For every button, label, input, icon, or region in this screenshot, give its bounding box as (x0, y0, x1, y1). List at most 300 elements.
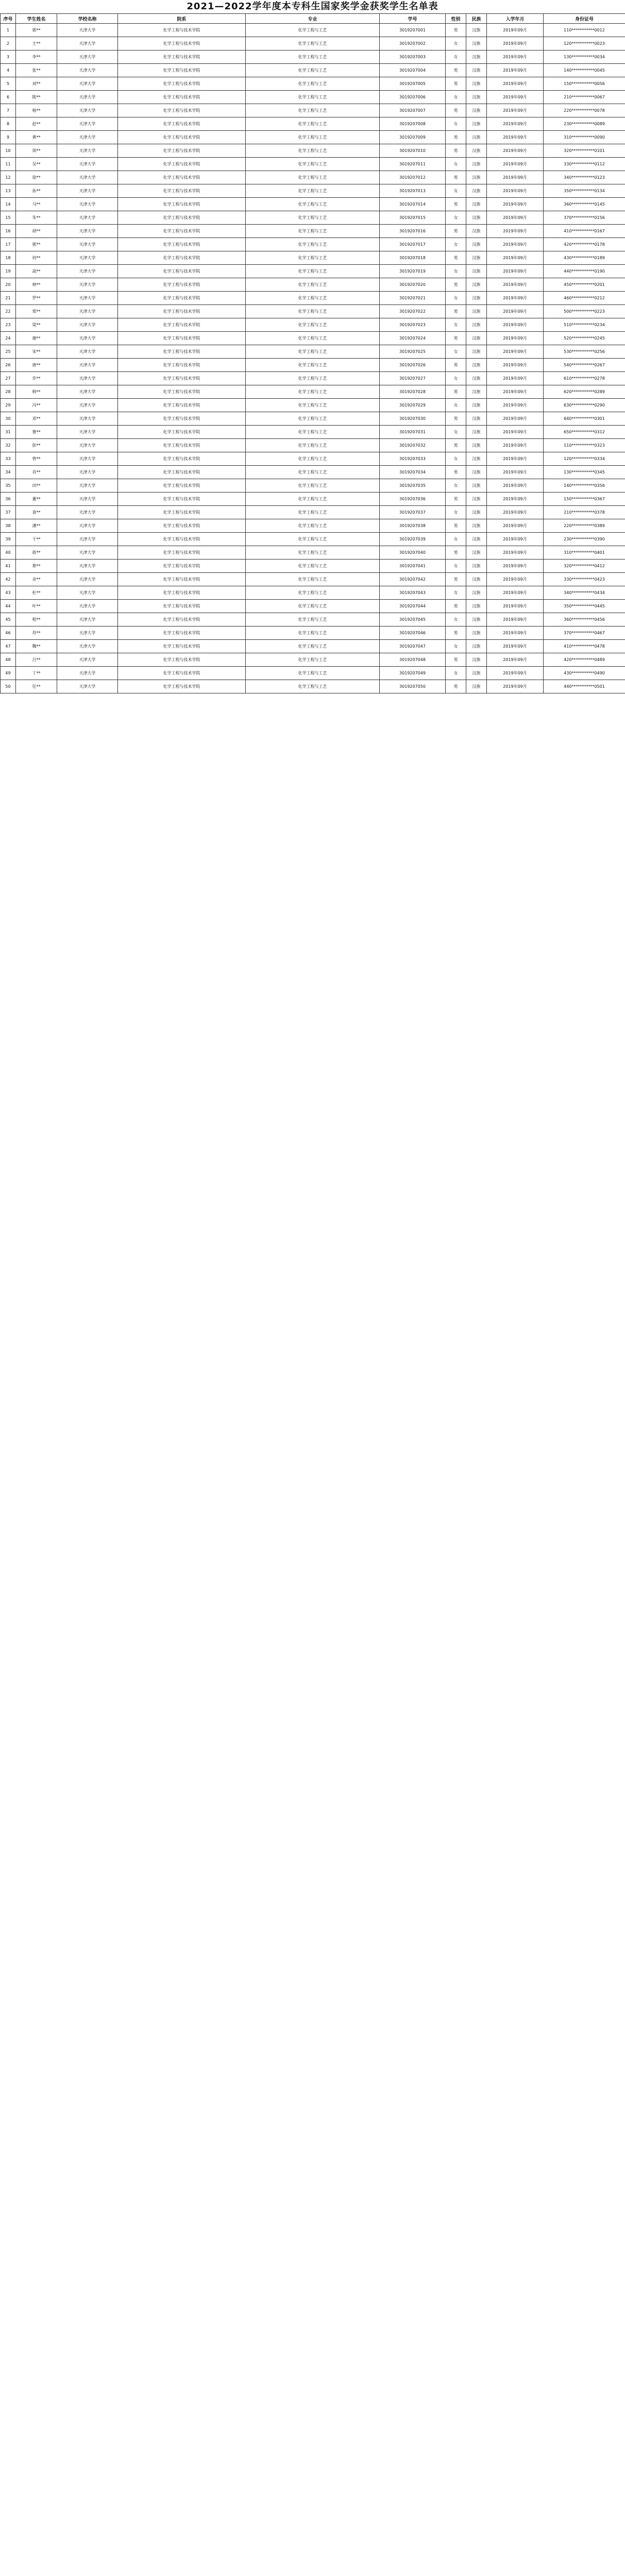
cell-no: 1 (1, 24, 16, 37)
cell-major: 化学工程与工艺 (246, 626, 380, 640)
cell-school: 天津大学 (57, 104, 118, 117)
cell-major: 化学工程与工艺 (246, 506, 380, 519)
cell-gender: 男 (446, 251, 466, 265)
cell-college: 化学工程与技术学院 (118, 144, 246, 158)
cell-no: 30 (1, 412, 16, 426)
table-row (1, 519, 625, 533)
cell-student-id: 3019207023 (380, 318, 446, 332)
cell-student-id: 3019207020 (380, 278, 446, 292)
cell-major: 化学工程与工艺 (246, 238, 380, 251)
cell-name: 周** (16, 144, 57, 158)
cell-college: 化学工程与技术学院 (118, 318, 246, 332)
cell-gender: 女 (446, 452, 466, 466)
cell-name: 袁** (16, 506, 57, 519)
scholarship-table (0, 13, 625, 693)
table-row (1, 24, 625, 37)
cell-student-id: 3019207019 (380, 265, 446, 278)
cell-major: 化学工程与工艺 (246, 385, 380, 399)
cell-name: 高** (16, 265, 57, 278)
cell-nation: 汉族 (466, 265, 487, 278)
cell-gender: 男 (446, 466, 466, 479)
cell-nation: 汉族 (466, 385, 487, 399)
cell-enroll: 2019年09月 (487, 586, 544, 600)
cell-student-id: 3019207005 (380, 77, 446, 91)
cell-name: 李** (16, 50, 57, 64)
cell-gender: 女 (446, 426, 466, 439)
cell-name: 潘** (16, 519, 57, 533)
cell-no: 23 (1, 318, 16, 332)
cell-gender: 男 (446, 546, 466, 560)
cell-gender: 男 (446, 600, 466, 613)
table-row (1, 278, 625, 292)
cell-school: 天津大学 (57, 91, 118, 104)
cell-enroll: 2019年09月 (487, 144, 544, 158)
cell-major: 化学工程与工艺 (246, 332, 380, 345)
cell-no: 13 (1, 184, 16, 198)
cell-student-id: 3019207042 (380, 573, 446, 586)
cell-college: 化学工程与技术学院 (118, 184, 246, 198)
cell-school: 天津大学 (57, 332, 118, 345)
cell-gender: 男 (446, 24, 466, 37)
cell-name: 杨** (16, 104, 57, 117)
cell-no: 34 (1, 466, 16, 479)
table-row (1, 345, 625, 359)
cell-no: 29 (1, 399, 16, 412)
cell-school: 天津大学 (57, 198, 118, 211)
cell-college: 化学工程与技术学院 (118, 171, 246, 184)
cell-major: 化学工程与工艺 (246, 345, 380, 359)
cell-enroll: 2019年09月 (487, 184, 544, 198)
cell-student-id: 3019207035 (380, 479, 446, 493)
cell-student-id: 3019207034 (380, 466, 446, 479)
cell-gender: 女 (446, 506, 466, 519)
cell-college: 化学工程与技术学院 (118, 640, 246, 653)
cell-no: 37 (1, 506, 16, 519)
cell-college: 化学工程与技术学院 (118, 519, 246, 533)
cell-school: 天津大学 (57, 479, 118, 493)
cell-student-id: 3019207009 (380, 131, 446, 144)
cell-school: 天津大学 (57, 238, 118, 251)
cell-enroll: 2019年09月 (487, 372, 544, 385)
cell-enroll: 2019年09月 (487, 292, 544, 305)
cell-name: 叶** (16, 600, 57, 613)
cell-college: 化学工程与技术学院 (118, 399, 246, 412)
cell-nation: 汉族 (466, 600, 487, 613)
cell-nation: 汉族 (466, 158, 487, 171)
cell-college: 化学工程与技术学院 (118, 238, 246, 251)
cell-id-card: 120***********0334 (544, 452, 625, 466)
cell-school: 天津大学 (57, 131, 118, 144)
cell-no: 32 (1, 439, 16, 452)
cell-enroll: 2019年09月 (487, 251, 544, 265)
cell-no: 45 (1, 613, 16, 626)
cell-id-card: 110***********0012 (544, 24, 625, 37)
cell-name: 肖** (16, 466, 57, 479)
cell-name: 冯** (16, 399, 57, 412)
cell-name: 蔡** (16, 560, 57, 573)
cell-school: 天津大学 (57, 546, 118, 560)
cell-name: 任** (16, 680, 57, 693)
cell-enroll: 2019年09月 (487, 278, 544, 292)
cell-major: 化学工程与工艺 (246, 278, 380, 292)
cell-nation: 汉族 (466, 493, 487, 506)
table-row (1, 452, 625, 466)
cell-major: 化学工程与工艺 (246, 519, 380, 533)
cell-no: 19 (1, 265, 16, 278)
cell-school: 天津大学 (57, 466, 118, 479)
cell-nation: 汉族 (466, 412, 487, 426)
cell-nation: 汉族 (466, 519, 487, 533)
cell-major: 化学工程与工艺 (246, 359, 380, 372)
col-header-major: 专业 (246, 14, 380, 24)
cell-student-id: 3019207036 (380, 493, 446, 506)
table-row (1, 426, 625, 439)
cell-gender: 男 (446, 77, 466, 91)
cell-major: 化学工程与工艺 (246, 613, 380, 626)
cell-enroll: 2019年09月 (487, 211, 544, 225)
cell-nation: 汉族 (466, 238, 487, 251)
cell-college: 化学工程与技术学院 (118, 37, 246, 50)
cell-id-card: 510***********0234 (544, 318, 625, 332)
cell-college: 化学工程与技术学院 (118, 211, 246, 225)
cell-id-card: 450***********0201 (544, 278, 625, 292)
cell-student-id: 3019207030 (380, 412, 446, 426)
table-row (1, 332, 625, 345)
cell-id-card: 430***********0189 (544, 251, 625, 265)
table-row (1, 171, 625, 184)
cell-id-card: 120***********0023 (544, 37, 625, 50)
cell-school: 天津大学 (57, 533, 118, 546)
cell-college: 化学工程与技术学院 (118, 600, 246, 613)
cell-id-card: 370***********0156 (544, 211, 625, 225)
cell-no: 46 (1, 626, 16, 640)
table-row (1, 198, 625, 211)
cell-no: 18 (1, 251, 16, 265)
cell-school: 天津大学 (57, 506, 118, 519)
cell-id-card: 310***********0090 (544, 131, 625, 144)
cell-id-card: 130***********0345 (544, 466, 625, 479)
cell-college: 化学工程与技术学院 (118, 372, 246, 385)
cell-nation: 汉族 (466, 573, 487, 586)
cell-enroll: 2019年09月 (487, 50, 544, 64)
cell-no: 5 (1, 77, 16, 91)
cell-enroll: 2019年09月 (487, 519, 544, 533)
cell-college: 化学工程与技术学院 (118, 104, 246, 117)
table-row (1, 385, 625, 399)
cell-major: 化学工程与工艺 (246, 265, 380, 278)
cell-nation: 汉族 (466, 91, 487, 104)
cell-gender: 女 (446, 560, 466, 573)
cell-id-card: 340***********0434 (544, 586, 625, 600)
cell-id-card: 330***********0112 (544, 158, 625, 171)
cell-major: 化学工程与工艺 (246, 292, 380, 305)
cell-no: 17 (1, 238, 16, 251)
cell-name: 罗** (16, 292, 57, 305)
cell-enroll: 2019年09月 (487, 318, 544, 332)
cell-student-id: 3019207038 (380, 519, 446, 533)
cell-id-card: 220***********0389 (544, 519, 625, 533)
cell-college: 化学工程与技术学院 (118, 426, 246, 439)
cell-enroll: 2019年09月 (487, 546, 544, 560)
cell-student-id: 3019207008 (380, 117, 446, 131)
cell-gender: 女 (446, 117, 466, 131)
cell-major: 化学工程与工艺 (246, 667, 380, 680)
cell-id-card: 620***********0289 (544, 385, 625, 399)
cell-student-id: 3019207011 (380, 158, 446, 171)
cell-college: 化学工程与技术学院 (118, 117, 246, 131)
cell-school: 天津大学 (57, 184, 118, 198)
table-row (1, 479, 625, 493)
cell-gender: 男 (446, 278, 466, 292)
cell-no: 16 (1, 225, 16, 238)
cell-no: 41 (1, 560, 16, 573)
cell-gender: 女 (446, 399, 466, 412)
cell-school: 天津大学 (57, 37, 118, 50)
cell-id-card: 210***********0378 (544, 506, 625, 519)
cell-id-card: 310***********0401 (544, 546, 625, 560)
col-header-nation: 民族 (466, 14, 487, 24)
cell-student-id: 3019207017 (380, 238, 446, 251)
cell-student-id: 3019207016 (380, 225, 446, 238)
cell-major: 化学工程与工艺 (246, 305, 380, 318)
cell-college: 化学工程与技术学院 (118, 439, 246, 452)
cell-name: 曹** (16, 426, 57, 439)
cell-id-card: 430***********0490 (544, 667, 625, 680)
cell-school: 天津大学 (57, 680, 118, 693)
col-header-gender: 性别 (446, 14, 466, 24)
cell-school: 天津大学 (57, 372, 118, 385)
cell-name: 孙** (16, 184, 57, 198)
table-row (1, 680, 625, 693)
cell-college: 化学工程与技术学院 (118, 626, 246, 640)
cell-name: 王** (16, 37, 57, 50)
cell-nation: 汉族 (466, 37, 487, 50)
cell-name: 杜** (16, 586, 57, 600)
table-row (1, 158, 625, 171)
cell-gender: 男 (446, 519, 466, 533)
cell-enroll: 2019年09月 (487, 24, 544, 37)
cell-nation: 汉族 (466, 399, 487, 412)
cell-school: 天津大学 (57, 667, 118, 680)
col-header-name: 学生姓名 (16, 14, 57, 24)
cell-nation: 汉族 (466, 546, 487, 560)
cell-name: 郑** (16, 305, 57, 318)
cell-school: 天津大学 (57, 251, 118, 265)
cell-college: 化学工程与技术学院 (118, 385, 246, 399)
cell-college: 化学工程与技术学院 (118, 225, 246, 238)
cell-gender: 男 (446, 332, 466, 345)
cell-id-card: 500***********0223 (544, 305, 625, 318)
cell-school: 天津大学 (57, 452, 118, 466)
cell-enroll: 2019年09月 (487, 426, 544, 439)
cell-id-card: 340***********0123 (544, 171, 625, 184)
cell-enroll: 2019年09月 (487, 667, 544, 680)
cell-enroll: 2019年09月 (487, 680, 544, 693)
cell-school: 天津大学 (57, 626, 118, 640)
col-header-no: 序号 (1, 14, 16, 24)
cell-college: 化学工程与技术学院 (118, 278, 246, 292)
cell-nation: 汉族 (466, 452, 487, 466)
cell-nation: 汉族 (466, 225, 487, 238)
cell-name: 彭** (16, 439, 57, 452)
cell-enroll: 2019年09月 (487, 506, 544, 519)
cell-student-id: 3019207002 (380, 37, 446, 50)
cell-enroll: 2019年09月 (487, 385, 544, 399)
cell-name: 于** (16, 533, 57, 546)
cell-no: 47 (1, 640, 16, 653)
cell-major: 化学工程与工艺 (246, 372, 380, 385)
table-row (1, 131, 625, 144)
cell-nation: 汉族 (466, 613, 487, 626)
cell-name: 吴** (16, 158, 57, 171)
cell-enroll: 2019年09月 (487, 158, 544, 171)
cell-college: 化学工程与技术学院 (118, 50, 246, 64)
document-title: 2021—2022学年度本专科生国家奖学金获奖学生名单表 (187, 1, 438, 12)
cell-college: 化学工程与技术学院 (118, 77, 246, 91)
cell-college: 化学工程与技术学院 (118, 251, 246, 265)
cell-gender: 男 (446, 144, 466, 158)
table-row (1, 439, 625, 452)
cell-gender: 男 (446, 653, 466, 667)
cell-id-card: 640***********0301 (544, 412, 625, 426)
cell-no: 40 (1, 546, 16, 560)
cell-major: 化学工程与工艺 (246, 104, 380, 117)
cell-id-card: 440***********0190 (544, 265, 625, 278)
cell-enroll: 2019年09月 (487, 439, 544, 452)
cell-nation: 汉族 (466, 117, 487, 131)
cell-id-card: 150***********0367 (544, 493, 625, 506)
cell-gender: 女 (446, 667, 466, 680)
cell-name: 朱** (16, 211, 57, 225)
table-row (1, 613, 625, 626)
cell-student-id: 3019207031 (380, 426, 446, 439)
cell-major: 化学工程与工艺 (246, 211, 380, 225)
cell-enroll: 2019年09月 (487, 466, 544, 479)
cell-student-id: 3019207025 (380, 345, 446, 359)
cell-college: 化学工程与技术学院 (118, 506, 246, 519)
cell-major: 化学工程与工艺 (246, 50, 380, 64)
cell-name: 程** (16, 613, 57, 626)
table-row (1, 466, 625, 479)
cell-college: 化学工程与技术学院 (118, 653, 246, 667)
cell-name: 魏** (16, 640, 57, 653)
cell-college: 化学工程与技术学院 (118, 359, 246, 372)
cell-student-id: 3019207014 (380, 198, 446, 211)
cell-gender: 男 (446, 680, 466, 693)
cell-major: 化学工程与工艺 (246, 184, 380, 198)
cell-no: 49 (1, 667, 16, 680)
cell-no: 26 (1, 359, 16, 372)
cell-nation: 汉族 (466, 372, 487, 385)
cell-major: 化学工程与工艺 (246, 560, 380, 573)
table-row (1, 117, 625, 131)
cell-college: 化学工程与技术学院 (118, 586, 246, 600)
cell-nation: 汉族 (466, 586, 487, 600)
cell-enroll: 2019年09月 (487, 104, 544, 117)
table-row (1, 211, 625, 225)
cell-student-id: 3019207041 (380, 560, 446, 573)
table-row (1, 359, 625, 372)
table-row (1, 586, 625, 600)
cell-no: 9 (1, 131, 16, 144)
cell-school: 天津大学 (57, 24, 118, 37)
cell-enroll: 2019年09月 (487, 600, 544, 613)
cell-college: 化学工程与技术学院 (118, 24, 246, 37)
cell-major: 化学工程与工艺 (246, 24, 380, 37)
cell-name: 田** (16, 479, 57, 493)
cell-gender: 女 (446, 345, 466, 359)
cell-major: 化学工程与工艺 (246, 251, 380, 265)
cell-nation: 汉族 (466, 653, 487, 667)
cell-name: 梁** (16, 318, 57, 332)
col-header-student-id: 学号 (380, 14, 446, 24)
cell-major: 化学工程与工艺 (246, 426, 380, 439)
cell-college: 化学工程与技术学院 (118, 131, 246, 144)
cell-major: 化学工程与工艺 (246, 225, 380, 238)
cell-nation: 汉族 (466, 439, 487, 452)
cell-no: 38 (1, 519, 16, 533)
cell-no: 28 (1, 385, 16, 399)
cell-college: 化学工程与技术学院 (118, 573, 246, 586)
cell-major: 化学工程与工艺 (246, 466, 380, 479)
cell-school: 天津大学 (57, 613, 118, 626)
cell-enroll: 2019年09月 (487, 265, 544, 278)
cell-college: 化学工程与技术学院 (118, 332, 246, 345)
cell-enroll: 2019年09月 (487, 640, 544, 653)
cell-college: 化学工程与技术学院 (118, 560, 246, 573)
cell-id-card: 460***********0212 (544, 292, 625, 305)
cell-nation: 汉族 (466, 292, 487, 305)
cell-student-id: 3019207050 (380, 680, 446, 693)
cell-school: 天津大学 (57, 318, 118, 332)
cell-school: 天津大学 (57, 265, 118, 278)
cell-no: 24 (1, 332, 16, 345)
cell-school: 天津大学 (57, 345, 118, 359)
cell-school: 天津大学 (57, 573, 118, 586)
cell-enroll: 2019年09月 (487, 77, 544, 91)
cell-no: 12 (1, 171, 16, 184)
cell-enroll: 2019年09月 (487, 359, 544, 372)
cell-name: 韩** (16, 385, 57, 399)
cell-id-card: 440***********0501 (544, 680, 625, 693)
cell-no: 2 (1, 37, 16, 50)
cell-major: 化学工程与工艺 (246, 573, 380, 586)
cell-major: 化学工程与工艺 (246, 680, 380, 693)
cell-id-card: 150***********0056 (544, 77, 625, 91)
cell-school: 天津大学 (57, 211, 118, 225)
cell-gender: 女 (446, 586, 466, 600)
cell-student-id: 3019207047 (380, 640, 446, 653)
table-row (1, 493, 625, 506)
cell-major: 化学工程与工艺 (246, 37, 380, 50)
cell-school: 天津大学 (57, 225, 118, 238)
cell-major: 化学工程与工艺 (246, 452, 380, 466)
cell-id-card: 420***********0178 (544, 238, 625, 251)
cell-no: 25 (1, 345, 16, 359)
cell-student-id: 3019207045 (380, 613, 446, 626)
cell-name: 郭** (16, 238, 57, 251)
cell-nation: 汉族 (466, 104, 487, 117)
cell-enroll: 2019年09月 (487, 91, 544, 104)
cell-name: 唐** (16, 359, 57, 372)
cell-id-card: 210***********0067 (544, 91, 625, 104)
cell-school: 天津大学 (57, 144, 118, 158)
cell-student-id: 3019207003 (380, 50, 446, 64)
cell-gender: 男 (446, 64, 466, 77)
cell-major: 化学工程与工艺 (246, 546, 380, 560)
cell-enroll: 2019年09月 (487, 613, 544, 626)
cell-nation: 汉族 (466, 144, 487, 158)
